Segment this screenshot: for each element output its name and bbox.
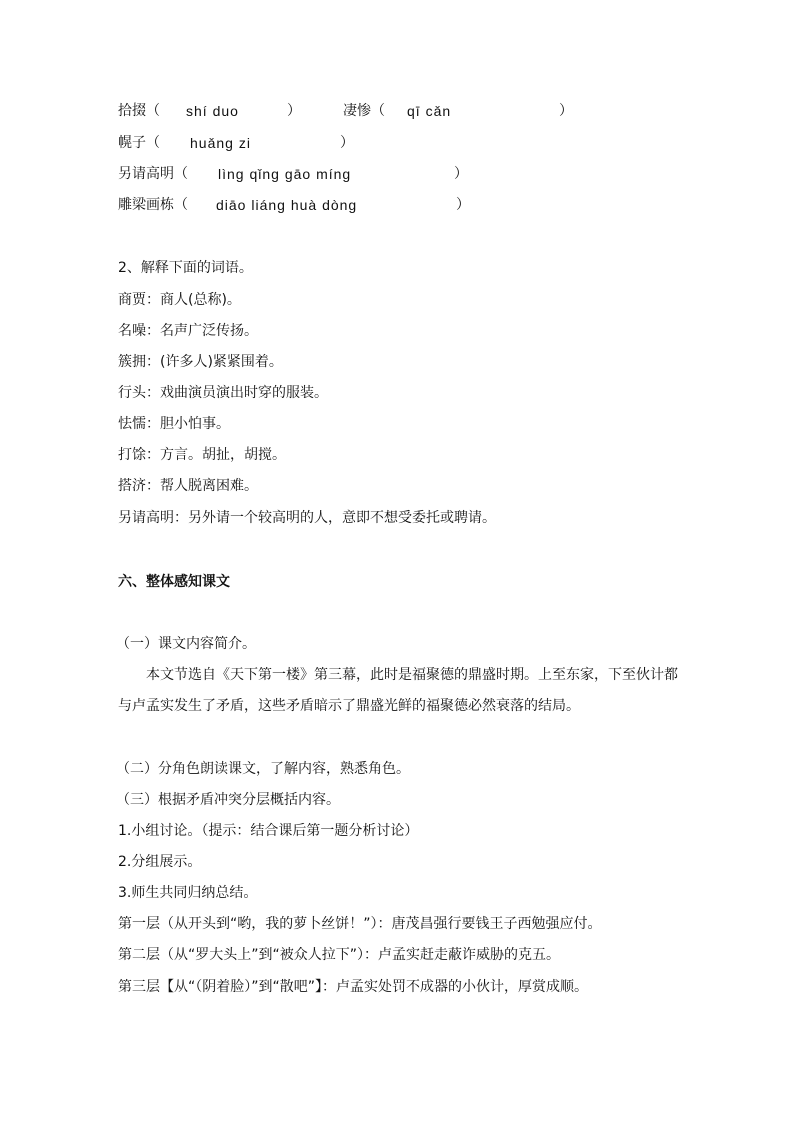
word: 另请高明: [118, 166, 174, 182]
bracket-close: ）: [454, 166, 468, 182]
pronunciation-line: [118, 164, 188, 184]
word: 凄惨: [343, 103, 371, 119]
bracket-open: （: [146, 135, 160, 151]
intro-paragraph: 本文节选自《天下第一楼》第三幕，此时是福聚德的鼎盛时期。上至东家，下至伙计都与卢孟实发生了矛盾，这些矛盾暗示了鼎盛光鲜的福聚德必然衰落的结局。: [118, 667, 678, 714]
word: 幌子: [118, 135, 146, 151]
bracket-close: ）: [340, 135, 354, 151]
bracket-close: ）: [287, 103, 301, 119]
section-heading: 2、解释下面的词语。: [118, 260, 253, 276]
vocab-item: 簇拥：(许多人)紧紧围着。: [118, 354, 283, 370]
pronunciation-line: [118, 195, 188, 215]
section-title: 六、整体感知课文: [118, 574, 230, 590]
bracket-close: ）: [456, 197, 470, 213]
vocab-item: 名噪：名声广泛传扬。: [118, 323, 258, 339]
bracket-open: （: [371, 103, 385, 119]
pinyin-text: diāo liáng huà dòng: [216, 197, 358, 213]
bracket-close: ）: [559, 103, 573, 119]
subsection-heading: （一）课文内容简介。: [116, 636, 256, 652]
vocab-item: 打馀：方言。胡扯，胡搅。: [118, 447, 286, 463]
step-item: 1.小组讨论。（提示：结合课后第一题分析讨论）: [118, 823, 419, 839]
step-item: 3.师生共同归纳总结。: [118, 885, 258, 901]
bracket-open: （: [174, 197, 188, 213]
pinyin-text: shí duo: [186, 103, 239, 119]
word: 雕梁画栋: [118, 197, 174, 213]
pinyin-text: qī cǎn: [407, 103, 452, 119]
layer-summary: 第一层（从开头到“哟，我的萝卜丝饼！”）：唐茂昌强行要钱王子西勉强应付。: [118, 916, 602, 932]
layer-summary: 第二层（从“罗大头上”到“被众人拉下”）：卢孟实赶走蔽诈威胁的克五。: [118, 947, 561, 963]
pronunciation-line: [118, 133, 160, 153]
vocab-item: 搭济：帮人脱离困难。: [118, 478, 258, 494]
step-item: 2.分组展示。: [118, 854, 202, 870]
subsection-heading: （二）分角色朗读课文，了解内容，熟悉角色。: [116, 761, 410, 777]
vocab-item: 怯懦：胆小怕事。: [118, 416, 230, 432]
bracket-open: （: [146, 103, 160, 119]
pinyin-text: huǎng zi: [190, 135, 251, 151]
bracket-open: （: [174, 166, 188, 182]
pronunciation-line: [118, 101, 160, 121]
word: 拾掇: [118, 103, 146, 119]
pinyin-text: lìng qǐng gāo míng: [218, 166, 352, 182]
vocab-item: 商贾：商人(总称)。: [118, 292, 241, 308]
layer-summary: 第三层【从“（阴着脸）”到“散吧”】：卢孟实处罚不成器的小伙计，厚赏成顺。: [118, 979, 589, 995]
vocab-item: 行头：戏曲演员演出时穿的服装。: [118, 385, 328, 401]
subsection-heading: （三）根据矛盾冲突分层概括内容。: [116, 792, 340, 808]
vocab-item: 另请高明：另外请一个较高明的人，意即不想受委托或聘请。: [118, 510, 496, 526]
